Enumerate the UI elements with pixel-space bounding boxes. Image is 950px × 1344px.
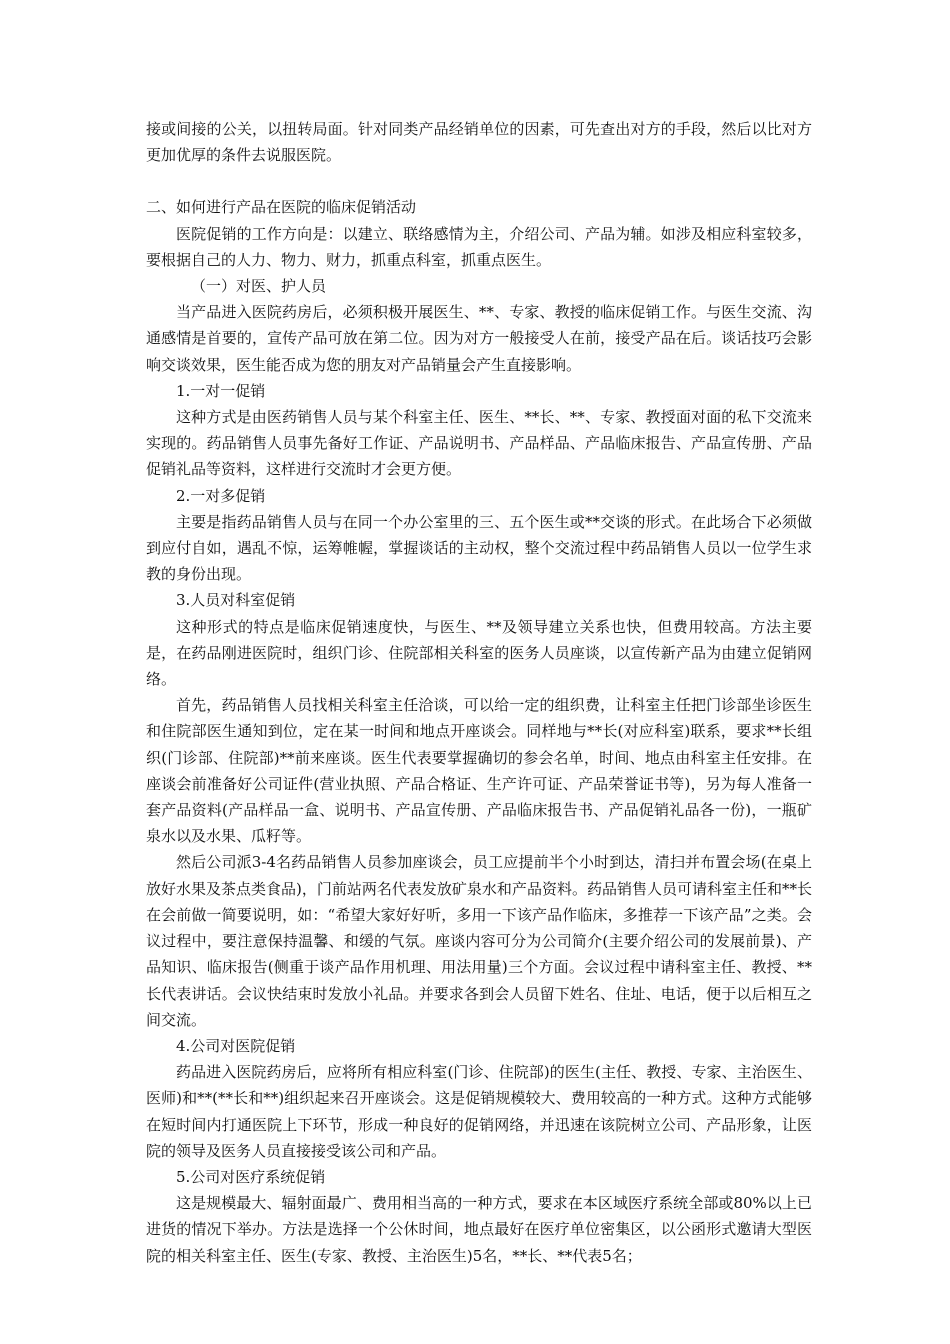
paragraph-staff-to-department: 这种形式的特点是临床促销速度快，与医生、**及领导建立关系也快，但费用较高。方法主要是，在药品刚进医院时，组织门诊、住院部相关科室的医务人员座谈，以宣传新产品为由建立促销网络。 [146,617,812,689]
item-heading-1: 1.一对一促销 [176,381,266,400]
paragraph-one-to-one: 这种方式是由医药销售人员与某个科室主任、医生、**长、**、专家、教授面对面的私下交流来实现的。药品销售人员事先备好工作证、产品说明书、产品样品、产品临床报告、产品宣传册、产品促销礼品等资料，这样进行交流时才会更方便。 [146,408,812,479]
paragraph-company-to-system: 这是规模最大、辐射面最广、费用相当高的一种方式，要求在本区域医疗系统全部或80%以上已进货的情况下举办。方法是选择一个公休时间，地点最好在医疗单位密集区，以公函形式邀请大型医院的相关科室主任、医生(专家、教授、主治医生)5名，**长、**代表5名； [146,1194,812,1265]
item-heading-3: 3.人员对科室促销 [176,591,296,610]
section-heading-2: 二、如何进行产品在医院的临床促销活动 [146,198,417,217]
document-page [146,116,812,1269]
paragraph-doctors: 当产品进入医院药房后，必须积极开展医生、**、专家、教授的临床促销工作。与医生交流、沟通感情是首要的，宣传产品可放在第二位。因为对方一般接受人在前，接受产品在后。谈话技巧会影响交谈效果，医生能否成为您的朋友对产品销量会产生直接影响。 [146,303,812,374]
subsection-heading-1: （一）对医、护人员 [191,277,327,296]
paragraph-company-to-hospital: 药品进入医院药房后，应将所有相应科室(门诊、住院部)的医生(主任、教授、专家、主治医生、医师)和**(**长和**)组织起来召开座谈会。这是促销规模较大、费用较高的一种方式。这种方式能够在短时间内打通医院上下环节，形成一种良好的促销网络，并迅速在该院树立公司、产品形象，让医院的领导及医务人员直接接受该公司和产品。 [146,1063,812,1160]
blank-line [146,168,812,194]
item-heading-5: 5.公司对医疗系统促销 [176,1167,326,1186]
item-heading-2: 2.一对多促销 [176,486,266,505]
item-heading-4: 4.公司对医院促销 [176,1036,296,1055]
paragraph-direction: 医院促销的工作方向是：以建立、联络感情为主，介绍公司、产品为辅。如涉及相应科室较多，要根据自己的人力、物力、财力，抓重点科室，抓重点医生。 [146,224,812,269]
paragraph-continuation: 接或间接的公关，以扭转局面。针对同类产品经销单位的因素，可先查出对方的手段，然后以比对方更加优厚的条件去说服医院。 [146,120,812,165]
paragraph-one-to-many: 主要是指药品销售人员与在同一个办公室里的三、五个医生或**交谈的形式。在此场合下必须做到应付自如，遇乱不惊，运筹帷幄，掌握谈话的主动权，整个交流过程中药品销售人员以一位学生求教的身份出现。 [146,512,812,584]
paragraph-then-step: 然后公司派3-4名药品销售人员参加座谈会，员工应提前半个小时到达，清扫并布置会场(在桌上放好水果及茶点类食品)，门前站两名代表发放矿泉水和产品资料。药品销售人员可请科室主任和**长在会前做一简要说明，如：“希望大家好好听，多用一下该产品作临床，多推荐一下该产品”之类。会议过程中，要注意保持温馨、和缓的气氛。座谈内容可分为公司简介(主要介绍公司的发展前景)、产品知识、临床报告(侧重于谈产品作用机理、用法用量)三个方面。会议过程中请科室主任、教授、**长代表讲话。会议快结束时发放小礼品。并要求各到会人员留下姓名、住址、电话，便于以后相互之间交流。 [146,853,812,1029]
paragraph-first-step: 首先，药品销售人员找相关科室主任洽谈，可以给一定的组织费，让科室主任把门诊部坐诊医生和住院部医生通知到位，定在某一时间和地点开座谈会。同样地与**长(对应科室)联系，要求**长组织(门诊部、住院部)**前来座谈。医生代表要掌握确切的参会名单，时间、地点由科室主任安排。在座谈会前准备好公司证件(营业执照、产品合格证、生产许可证、产品荣誉证书等)，另为每人准备一套产品资料(产品样品一盒、说明书、产品宣传册、产品临床报告书、产品促销礼品各一份)，一瓶矿泉水以及水果、瓜籽等。 [146,696,812,846]
